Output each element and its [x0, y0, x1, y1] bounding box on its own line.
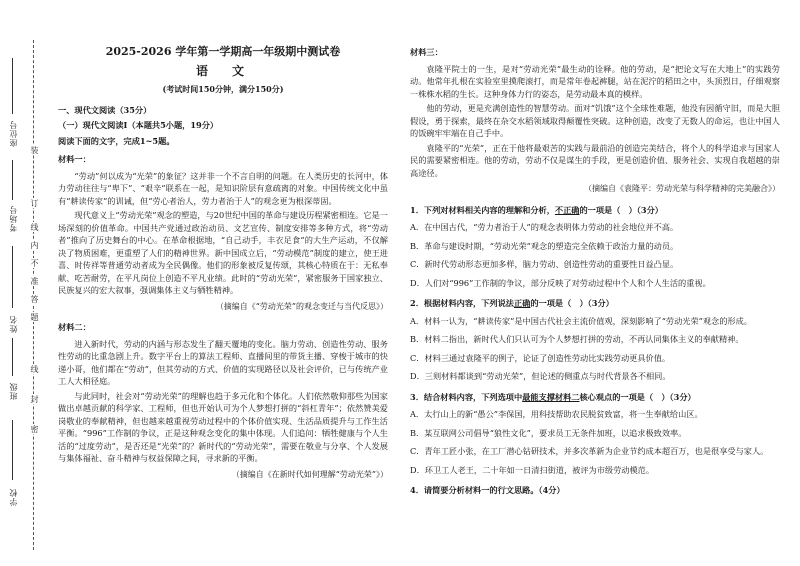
name-label: 姓名 — [9, 315, 18, 333]
option-item[interactable]: A．材料一认为，“耕读传家”是中国古代社会主流价值观，深刻影响了“劳动光荣”观念的形成。 — [410, 315, 752, 326]
option-item[interactable]: C．新时代劳动形态更加多样，脑力劳动、创造性劳动的重要性日益凸显。 — [410, 259, 679, 269]
school-field[interactable] — [12, 420, 13, 480]
option-item[interactable]: C．材料三通过袁隆平的例子，论证了创造性劳动比实践劳动更具价值。 — [410, 352, 671, 363]
seal-char: 订 — [30, 199, 39, 207]
seal-char: 答 — [30, 295, 39, 303]
class-label: 班级 — [9, 382, 18, 400]
left-column — [58, 40, 388, 489]
option-item[interactable]: A．在中国古代，“劳力者治于人”的观念表明体力劳动的社会地位并不高。 — [410, 222, 679, 232]
subsection-heading: （一）现代文阅读Ⅰ（本题共5小题，19分） — [58, 120, 219, 130]
option-item[interactable]: D．环卫工人老王，二十年如一日清扫街道，被评为市级劳动模范。 — [410, 464, 655, 475]
option-item[interactable]: B．材料二指出，新时代人们只认可为个人梦想打拼的劳动，不再认同集体主义的奉献精神。 — [410, 334, 744, 344]
binding-strip — [0, 0, 50, 566]
material-paragraph: 他的劳动，更是充满创造性的智慧劳动。面对“饥饿”这个全球性难题，他没有因循守旧，而是大胆假设，勇于探索，最终在杂交水稻领域取得颠覆性突破。这种创造，改变了无数人的命运，也让中国人的饭碗牢牢端在自己手中。 — [410, 103, 780, 138]
seal-char: 密 — [30, 425, 39, 433]
seal-char: 封 — [30, 395, 39, 403]
question-1: 1．下列对材料相关内容的理解和分析，不正确的一项是（ ）（3分） — [410, 204, 663, 215]
option-item[interactable]: B．革命与建设时期，“劳动光荣”观念的塑造完全依赖于政治力量的动员。 — [410, 240, 679, 251]
seal-char: 线 — [30, 223, 39, 231]
material-paragraph: “劳动”何以成为“光荣”的象征？这并非一个不言自明的问题。在人类历史的长河中，体力劳动往往与“卑下”、“艰辛”联系在一起，是知识阶层有意疏离的对象。中国传统文化中虽有“耕读传家”的训诫，但“劳心者治人，劳力者治于人”的观念更为根深蒂固。 — [58, 170, 388, 206]
seat-no-label: 座位号 — [9, 120, 18, 147]
material-source: （摘编自《在新时代如何理解“劳动光荣”》） — [231, 469, 388, 479]
section-heading: 一、现代文阅读（35分） — [58, 104, 152, 115]
question-3: 3．结合材料内容，下列选项中最能支撑材料二核心观点的一项是（ ）（3分） — [410, 391, 696, 402]
material-paragraph: 袁隆平的“光荣”，正在于他将最艰苦的实践与最前沿的创造完美结合，将个人的科学追求与国家人民的需要紧密相连。他的劳动，劳动不仅是谋生的手段，更是创造价值、服务社会、实现自我超越的崇高途径。 — [410, 142, 780, 178]
material-label: 材料三： — [410, 47, 443, 57]
option-item[interactable]: B．某互联网公司倡导“狼性文化”，要求员工无条件加班，以追求极致效率。 — [410, 427, 687, 438]
seat-no-field[interactable] — [12, 58, 13, 114]
seal-char: 内 — [30, 241, 39, 249]
material-label: 材料二： — [58, 322, 91, 332]
option-item[interactable]: D．三则材料都谈到“劳动光荣”，但论述的侧重点与时代背景各不相同。 — [410, 371, 671, 381]
material-paragraph: 进入新时代，劳动的内涵与形态发生了翻天覆地的变化。脑力劳动、创造性劳动、服务性劳动的比重急剧上升。数字平台上的算法工程师、直播间里的带货主播、穿梭于城市的快递小哥，他们都在“劳动”，但其劳动的方式、价值的实现路径以及社会评价，已与传统产业工人大相径庭。 — [58, 338, 388, 386]
exam-no-field[interactable] — [12, 160, 13, 200]
material-source: （摘编自《袁隆平：劳动光荣与科学精神的完美融合》） — [584, 184, 780, 193]
material-source: （摘编自《“劳动光荣”的观念变迁与当代反思》） — [215, 301, 388, 311]
exam-title: 2025-2026 学年第一学期高一年级期中测试卷 — [105, 45, 341, 58]
reading-instruction: 阅读下面的文字，完成1~5题。 — [58, 135, 175, 146]
name-field[interactable] — [12, 246, 13, 308]
material-paragraph: 现代意义上“劳动光荣”观念的塑造，与20世纪中国的革命与建设历程紧密相连。它是一场深刻的价值革命。中国共产党通过政治动员、文艺宣传、制度安排等多种方式，将“劳动者”推向了历史舞台的中心。在革命根据地，“自己动手，丰衣足食”的大生产运动，不仅解决了物质困难，更重塑了人们的精神世界。新中国成立后，“劳动模范”制度的建立，使王进喜、时传祥等普通劳动者成为全民偶像。他们的形象被反复传颂，其核心特质在于：无私奉献、吃苦耐劳，在平凡岗位上创造不平凡业绩。此时的“劳动光荣”，紧密服务于国家独立、民族复兴的宏大叙事，强调集体主义与牺牲精神。 — [58, 210, 388, 295]
seal-char: 装 — [30, 146, 39, 154]
question-2: 2．根据材料内容，下列说法正确的一项是（ ）（3分） — [410, 298, 614, 308]
option-item[interactable]: C．青年工匠小张，在工厂潜心钻研技术，并多次革新为企业节约成本超百万，也是很享受与家人。 — [410, 446, 769, 456]
school-label: 学校 — [9, 488, 18, 506]
option-item[interactable]: D．人们对“996”工作制的争议，部分反映了对劳动过程中个人和个人生活的重视。 — [410, 277, 711, 288]
right-column — [410, 46, 780, 502]
seal-char: 准 — [30, 277, 39, 285]
exam-note: (考试时间150分钟，满分150分) — [162, 84, 284, 94]
question-4: 4．请简要分析材料一的行文思路。（4分） — [410, 485, 565, 495]
option-item[interactable]: A．太行山上的新“愚公”李保国，用科技帮助农民脱贫致富，将一生奉献给山区。 — [410, 409, 703, 419]
material-label: 材料一： — [58, 154, 91, 164]
exam-no-label: 考场号 — [9, 205, 18, 232]
seal-char: 题 — [30, 313, 39, 321]
subject-title: 语 文 — [195, 63, 250, 78]
seal-char: 线 — [30, 365, 39, 373]
seal-char: 不 — [30, 259, 39, 267]
class-field[interactable] — [12, 338, 13, 376]
material-paragraph: 与此同时，社会对“劳动光荣”的理解也趋于多元化和个体化。人们依然敬仰那些为国家做出卓越贡献的科学家、工程师，但也开始认可为个人梦想打拼的“斜杠青年”；依然赞美爱岗敬业的奉献精神，但也越来越重视劳动过程中的个体价值实现、生活品质提升与工作生活平衡。“996”工作制的争议，正是这种观念变化的集中体现。人们追问：牺牲健康与个人生活的“过度劳动”，是否还是“光荣”的？新时代的“劳动光荣”，需要在敬业与分享、个人发展与集体福祉、奋斗精神与权益保障之间，寻求新的平衡。 — [58, 390, 388, 463]
material-paragraph: 袁隆平院士的一生，是对“劳动光荣”最生动的诠释。他的劳动，是“把论文写在大地上”的实践劳动。他常年扎根在实验室里摸爬滚打，而是常年卷起裤腿，站在泥泞的稻田之中，头顶烈日，仔细观察一株株水稻的生长。这种身体力行的姿态，是劳动最本真的模样。 — [410, 63, 780, 99]
